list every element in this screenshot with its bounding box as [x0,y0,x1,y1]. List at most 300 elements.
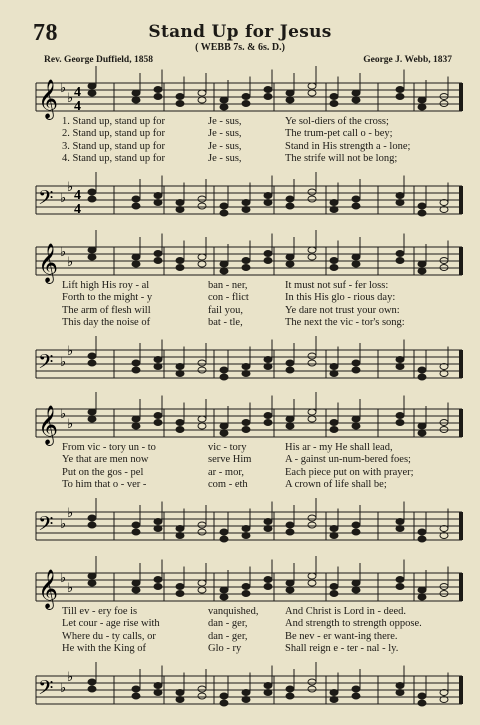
note-head [308,247,316,253]
note-head [154,584,162,590]
note-head [396,258,404,264]
lyric-line [30,606,460,618]
note-head [308,353,316,359]
note-head [308,90,316,96]
note-head [352,196,360,202]
note-head [352,261,360,267]
note-head [220,203,228,209]
time-signature: 4 [74,99,81,114]
flat-icon: ♭ [67,416,74,431]
lyric-segment: The arm of flesh will [62,304,151,316]
note-head [418,210,426,216]
tune-info: ( WEBB 7s. & 6s. D.) [195,42,285,53]
note-head [154,251,162,257]
note-head [396,420,404,426]
note-head [352,203,360,209]
note-head [132,196,140,202]
note-head [132,254,140,260]
lyric-line [30,128,460,140]
note-head [396,87,404,93]
note-head [308,580,316,586]
note-head [220,594,228,600]
note-head [286,90,294,96]
note-head [352,367,360,373]
note-head [88,83,96,89]
note-head [132,203,140,209]
note-head [330,533,338,539]
treble-clef-icon: 𝄞 [38,79,59,119]
note-head [352,587,360,593]
lyric-segment: Ye sol-diers of the cross; [285,116,389,127]
lyric-line [30,317,460,329]
lyric-segment: And strength to strength oppose. [285,618,422,630]
note-head [418,374,426,380]
lyric-line [30,467,460,479]
note-head [264,413,272,419]
flat-icon: ♭ [67,580,74,595]
note-head [132,529,140,535]
note-head [286,97,294,103]
note-head [418,693,426,699]
note-head [154,526,162,532]
note-head [242,420,250,426]
note-head [330,101,338,107]
note-head [220,423,228,429]
note-head [176,427,184,433]
lyric-segment: Be nev - er want-ing there. [285,630,398,642]
lyric-segment: Je - sus, [208,116,242,127]
flat-icon: ♭ [60,570,67,585]
flat-icon: ♭ [67,343,74,358]
note-head [286,196,294,202]
lyric-segment: ban - ner, [208,280,248,291]
note-head [154,683,162,689]
lyric-line [30,618,460,630]
bass-staff-2 [0,332,480,392]
note-head [396,193,404,199]
lyric-segment: Ye dare not trust your own: [285,304,400,316]
lyric-segment: ar - mor, [208,466,245,478]
note-head [198,686,206,692]
note-head [176,420,184,426]
music-credit: George J. Webb, 1837 [363,55,452,65]
note-head [264,519,272,525]
note-head [132,693,140,699]
note-head [132,360,140,366]
note-head [220,700,228,706]
lyric-segment: Stand in His strength a - lone; [285,140,411,152]
note-head [176,526,184,532]
note-head [198,587,206,593]
lyric-line [30,442,460,454]
note-head [220,529,228,535]
note-head [418,430,426,436]
treble-clef-icon: 𝄞 [38,405,59,445]
note-head [132,416,140,422]
lyric-segment: In this His glo - rious day: [285,292,396,304]
lyrics-block-1 [30,116,460,165]
note-head [330,584,338,590]
note-head [154,577,162,583]
note-head [220,693,228,699]
note-head [176,94,184,100]
lyric-segment: Where du - ty calls, or [62,630,156,642]
note-head [418,367,426,373]
note-head [88,679,96,685]
note-head [308,515,316,521]
note-head [352,423,360,429]
lyric-line [30,643,460,655]
treble-clef-icon: 𝄞 [38,243,59,283]
note-head [418,529,426,535]
note-head [308,679,316,685]
lyric-segment: The next the vic - tor's song: [285,316,405,328]
note-head [286,203,294,209]
note-head [242,427,250,433]
lyric-line [30,479,460,491]
note-head [88,686,96,692]
note-head [176,258,184,264]
note-head [264,584,272,590]
lyric-segment: Forth to the might - y [62,292,153,304]
note-head [88,254,96,260]
note-head [352,580,360,586]
note-head [242,364,250,370]
note-head [132,580,140,586]
note-head [418,203,426,209]
note-head [352,693,360,699]
flat-icon: ♭ [60,80,67,95]
note-head [242,584,250,590]
lyric-line [30,631,460,643]
lyric-segment: The strife will not be long; [285,152,398,164]
words-credit: Rev. George Duffield, 1858 [44,55,153,65]
lyric-line [30,141,460,153]
note-head [308,522,316,528]
note-head [154,200,162,206]
lyric-segment: And Christ is Lord in - deed. [285,606,407,617]
note-head [154,519,162,525]
note-head [286,686,294,692]
note-head [154,193,162,199]
note-head [330,420,338,426]
note-head [418,700,426,706]
note-head [264,251,272,257]
note-head [88,360,96,366]
note-head [198,254,206,260]
note-head [176,584,184,590]
lyric-line [30,153,460,165]
flat-icon: ♭ [60,406,67,421]
note-head [286,529,294,535]
note-head [198,97,206,103]
note-head [198,693,206,699]
lyric-segment: Ye that are men now [62,454,149,466]
note-head [308,409,316,415]
note-head [330,364,338,370]
lyric-segment: Till ev - ery foe is [62,606,138,617]
note-head [176,697,184,703]
lyric-segment: Shall reign e - ter - nal - ly. [285,642,399,654]
note-head [198,367,206,373]
lyric-segment: He with the King of [62,642,146,654]
note-head [132,686,140,692]
lyrics-block-4 [30,606,460,655]
lyric-segment: serve Him [208,454,252,466]
note-head [242,591,250,597]
lyric-segment: fail you, [208,304,243,316]
bass-clef-icon: 𝄢 [38,186,54,214]
note-head [220,536,228,542]
lyric-segment: Let cour - age rise with [62,618,160,630]
note-head [264,94,272,100]
note-head [176,371,184,377]
note-head [330,94,338,100]
note-head [330,258,338,264]
note-head [264,690,272,696]
note-head [220,374,228,380]
note-head [242,690,250,696]
note-head [330,265,338,271]
note-head [352,90,360,96]
note-head [242,265,250,271]
flat-icon: ♭ [67,505,74,520]
lyric-segment: This day the noise of [62,316,151,328]
lyric-segment: The trum-pet call o - bey; [285,128,393,140]
note-head [330,690,338,696]
bass-clef-icon: 𝄢 [38,350,54,378]
note-head [154,413,162,419]
lyric-segment: vic - tory [208,442,247,453]
flat-icon: ♭ [67,669,74,684]
time-signature: 4 [74,188,81,203]
note-head [396,413,404,419]
note-head [286,580,294,586]
time-signature: 4 [74,85,81,100]
note-head [88,90,96,96]
note-head [418,104,426,110]
note-head [308,254,316,260]
note-head [418,423,426,429]
note-head [154,357,162,363]
note-head [198,360,206,366]
note-head [418,587,426,593]
bass-clef-icon: 𝄢 [38,676,54,704]
note-head [418,536,426,542]
note-head [198,196,206,202]
lyric-segment: com - eth [208,478,248,490]
note-head [330,697,338,703]
note-head [286,416,294,422]
note-head [308,360,316,366]
note-head [330,207,338,213]
note-head [220,367,228,373]
note-head [396,251,404,257]
note-head [242,533,250,539]
lyrics-block-3 [30,442,460,491]
lyric-segment: Put on the gos - pel [62,466,144,478]
note-head [286,261,294,267]
note-head [154,87,162,93]
note-head [264,364,272,370]
note-head [264,200,272,206]
note-head [308,686,316,692]
lyric-segment: Each piece put on with prayer; [285,466,414,478]
lyric-segment: His ar - my He shall lead, [285,442,393,453]
note-head [198,580,206,586]
note-head [88,196,96,202]
note-head [396,584,404,590]
note-head [220,210,228,216]
note-head [264,526,272,532]
note-head [176,200,184,206]
note-head [264,193,272,199]
note-head [176,265,184,271]
lyric-line [30,116,460,128]
note-head [88,353,96,359]
note-head [88,515,96,521]
note-head [220,261,228,267]
note-head [352,360,360,366]
note-head [352,416,360,422]
note-head [88,416,96,422]
lyric-segment: bat - tle, [208,316,243,328]
note-head [132,423,140,429]
note-head [330,591,338,597]
note-head [132,97,140,103]
bass-clef-icon: 𝄢 [38,512,54,540]
lyric-segment: From vic - tory un - to [62,442,156,453]
note-head [396,94,404,100]
note-head [352,97,360,103]
note-head [352,522,360,528]
note-head [264,683,272,689]
lyric-segment: vanquished, [208,606,259,617]
lyric-segment: A crown of life shall be; [285,478,387,490]
note-head [242,371,250,377]
lyric-segment: Je - sus, [208,152,242,164]
lyric-segment: It must not suf - fer loss: [285,280,389,291]
note-head [154,420,162,426]
note-head [220,97,228,103]
note-head [220,430,228,436]
note-head [308,573,316,579]
bass-staff-3 [0,494,480,554]
note-head [220,104,228,110]
lyric-segment: dan - ger, [208,630,248,642]
note-head [286,522,294,528]
flat-icon: ♭ [67,254,74,269]
note-head [242,697,250,703]
note-head [308,189,316,195]
lyric-line [30,280,460,292]
note-head [330,526,338,532]
flat-icon: ♭ [60,244,67,259]
note-head [418,268,426,274]
note-head [352,529,360,535]
note-head [198,522,206,528]
note-head [352,686,360,692]
note-head [396,357,404,363]
note-head [396,577,404,583]
note-head [132,367,140,373]
note-head [88,409,96,415]
note-head [88,573,96,579]
hymn-title: Stand Up for Jesus [148,22,332,42]
note-head [176,533,184,539]
flat-icon: ♭ [60,190,67,205]
note-head [396,690,404,696]
note-head [242,207,250,213]
note-head [396,683,404,689]
note-head [264,420,272,426]
note-head [198,529,206,535]
note-head [242,258,250,264]
note-head [352,254,360,260]
note-head [286,693,294,699]
note-head [308,196,316,202]
note-head [154,258,162,264]
note-head [330,371,338,377]
note-head [330,427,338,433]
note-head [88,247,96,253]
note-head [220,587,228,593]
lyric-segment: 4. Stand up, stand up for [62,152,165,164]
note-head [176,591,184,597]
lyric-line [30,292,460,304]
note-head [308,83,316,89]
lyric-segment: dan - ger, [208,618,248,630]
bass-staff-1 [0,168,480,228]
flat-icon: ♭ [67,90,74,105]
note-head [242,526,250,532]
note-head [154,690,162,696]
treble-clef-icon: 𝄞 [38,569,59,609]
note-head [88,522,96,528]
bass-staff-4 [0,658,480,718]
note-head [198,90,206,96]
note-head [308,416,316,422]
lyric-segment: Je - sus, [208,140,242,152]
note-head [176,690,184,696]
hymn-number: 78 [33,20,58,46]
note-head [264,258,272,264]
note-head [132,90,140,96]
note-head [198,261,206,267]
lyric-segment: 1. Stand up, stand up for [62,116,165,127]
flat-icon: ♭ [67,179,74,194]
note-head [418,261,426,267]
note-head [176,207,184,213]
note-head [396,200,404,206]
note-head [330,200,338,206]
lyric-segment: 3. Stand up, stand up for [62,140,165,152]
note-head [176,364,184,370]
note-head [154,94,162,100]
lyric-line [30,305,460,317]
note-head [264,357,272,363]
lyrics-block-2 [30,280,460,329]
note-head [198,416,206,422]
lyric-segment: A - gainst un-num-bered foes; [285,454,411,466]
note-head [132,261,140,267]
note-head [286,423,294,429]
lyric-segment: To him that o - ver - [62,478,147,490]
lyric-segment: Je - sus, [208,128,242,140]
note-head [286,254,294,260]
flat-icon: ♭ [60,680,67,695]
lyric-segment: Lift high His roy - al [62,280,150,291]
